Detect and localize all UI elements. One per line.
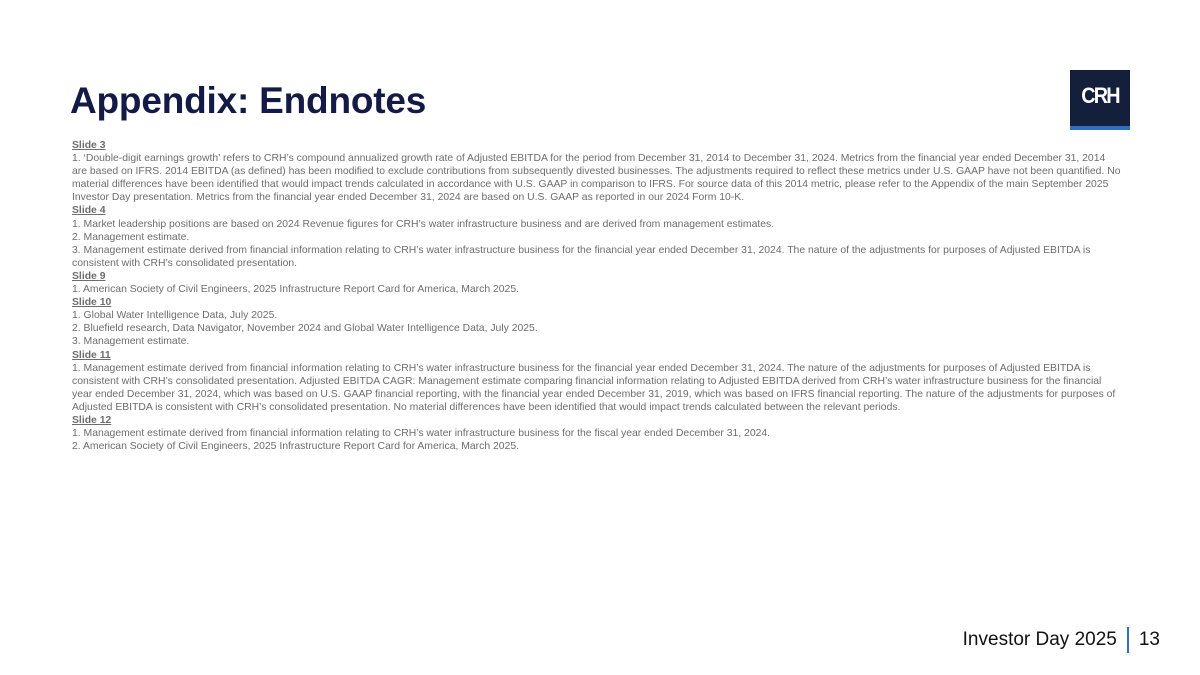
footer: [963, 626, 1160, 654]
logo-accent-bar: [1070, 126, 1130, 130]
endnote-item: 1. ‘Double-digit earnings growth’ refers to CRH’s compound annualized growth rate of Adjusted EBITDA for the period from December 31, 2014 to December 31, 2024. Metrics from the financial year ended December 31, 2014 are based on IFRS. 2014 EBITDA (as defined) has been modified to exclude contributions from subsequently divested businesses. The adjustments required to reflect these metrics under U.S. GAAP have not been quantified. No material differences have been identified that would impact trends calculated in accordance with U.S. GAAP in comparison to IFRS. For source data of this 2014 metric, please refer to the Appendix of the main September 2025 Investor Day presentation. Metrics from the financial year ended December 31, 2024 are based on U.S. GAAP as reported in our 2024 Form 10-K.: [72, 153, 1121, 204]
footer-divider: [1127, 627, 1129, 653]
endnote-item: 1. Global Water Intelligence Data, July 2025.: [72, 310, 278, 322]
endnote-item: 1. Management estimate derived from financial information relating to CRH’s water infrastructure business for the financial year ended December 31, 2024. The nature of the adjustments for purposes of Adjusted EBITDA is consistent with CRH’s consolidated presentation. Adjusted EBITDA CAGR: Management estimate comparing financial information relating to Adjusted EBITDA derived from CRH’s water infrastructure business for the financial year ended December 31, 2024, which was based on U.S. GAAP financial reporting, with the financial year ended December 31, 2019, which was based on IFRS financial reporting. The nature of the adjustments for purposes of Adjusted EBITDA is consistent with CRH’s consolidated presentation. No material differences have been identified that would impact trends calculated between the relevant periods.: [72, 362, 1116, 413]
endnote-item: 2. Bluefield research, Data Navigator, November 2024 and Global Water Intelligence Data, July 2025.: [72, 323, 538, 335]
endnotes-list: [72, 139, 1122, 453]
footer-event-label: Investor Day 2025: [962, 629, 1117, 650]
slide-heading: Slide 11: [72, 349, 111, 361]
slide-heading: Slide 3: [72, 140, 106, 151]
page-number: 13: [1138, 629, 1160, 650]
endnote-item: 1. Management estimate derived from financial information relating to CRH’s water infrastructure business for the fiscal year ended December 31, 2024.: [72, 428, 771, 440]
slide-heading: Slide 10: [72, 297, 112, 309]
crh-logo-text: CRH: [1081, 83, 1119, 108]
endnote-item: 3. Management estimate.: [72, 336, 190, 348]
endnote-item: 1. Market leadership positions are based on 2024 Revenue figures for CRH’s water infrastructure business and are derived from management estimates.: [72, 218, 775, 230]
endnote-item: 2. American Society of Civil Engineers, 2025 Infrastructure Report Card for America, March 2025.: [72, 441, 519, 453]
endnote-item: 2. Management estimate.: [72, 231, 190, 243]
slide-heading: Slide 9: [72, 270, 106, 282]
endnote-item: 1. American Society of Civil Engineers, 2025 Infrastructure Report Card for America, March 2025.: [72, 284, 519, 296]
crh-logo: [1070, 70, 1130, 130]
slide-heading: Slide 4: [72, 205, 106, 217]
slide-heading: Slide 12: [72, 414, 112, 426]
page-title: Appendix: Endnotes: [70, 80, 427, 121]
endnote-item: 3. Management estimate derived from financial information relating to CRH’s water infrastructure business for the financial year ended December 31, 2024. The nature of the adjustments for purposes of Adjusted EBITDA is consistent with CRH’s consolidated presentation.: [72, 244, 1091, 269]
